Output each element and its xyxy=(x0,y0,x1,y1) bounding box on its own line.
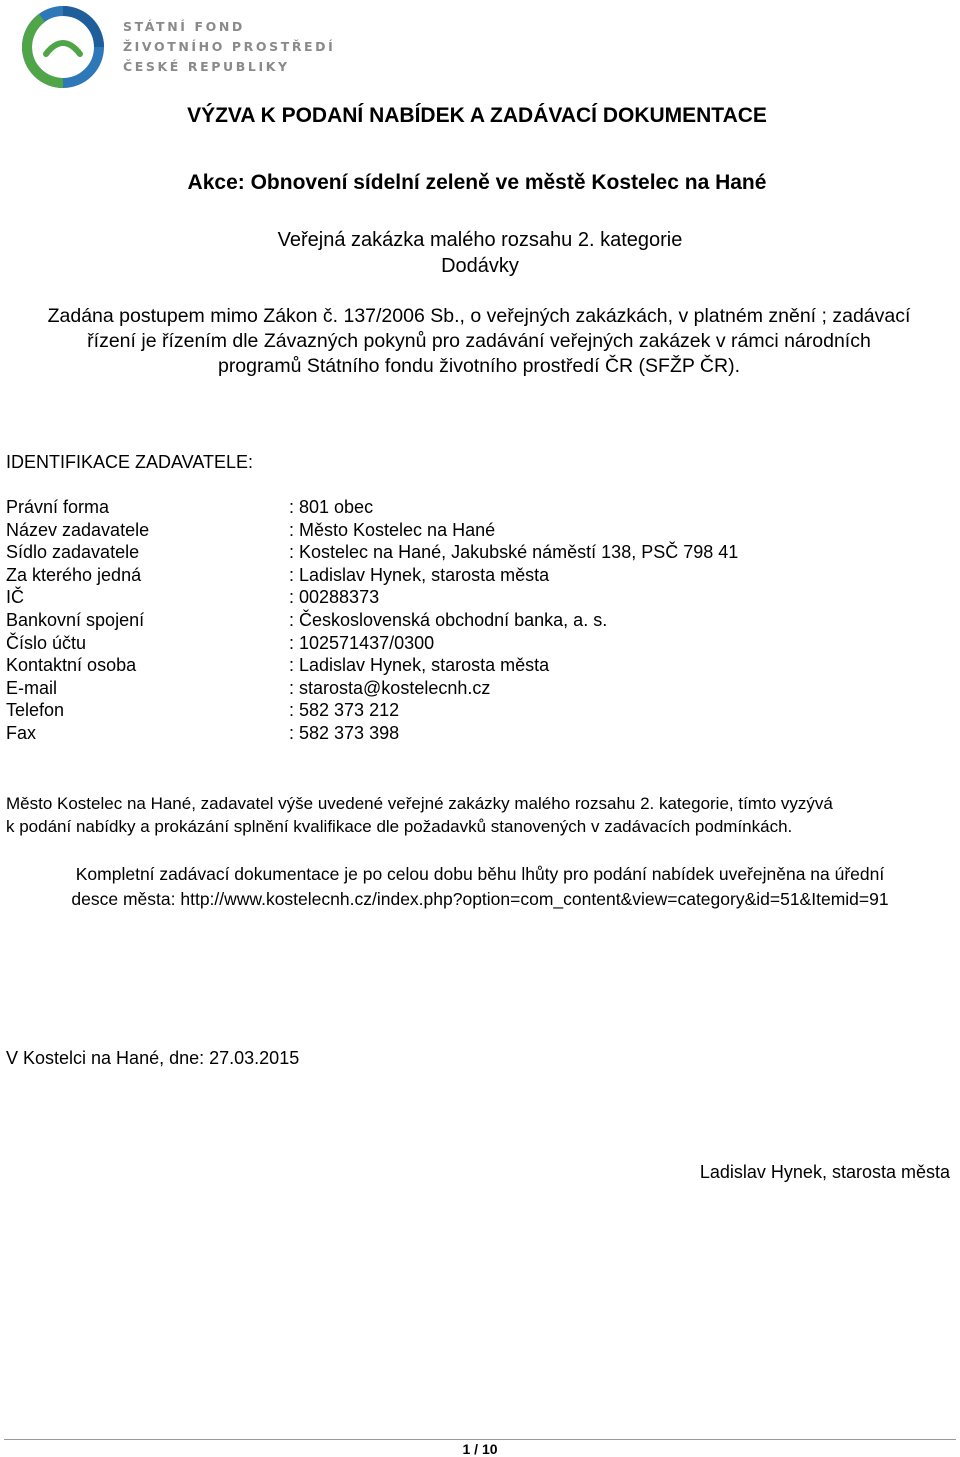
info-label: Číslo účtu xyxy=(6,633,87,653)
intro-line-1: Zadána postupem mimo Zákon č. 137/2006 Sb., o veřejných zakázkách, v platném znění ; zadávací xyxy=(47,305,911,327)
info-value: : 00288373 xyxy=(289,587,380,607)
intro-line-2: řízení je řízením dle Závazných pokynů pro zadávání veřejných zakázek v rámci národních xyxy=(87,330,871,352)
documentation-line-2: desce města: http://www.kostelecnh.cz/index.php?option=com_content&view=category&id=51&Itemid=91 xyxy=(71,889,889,909)
info-row-phone xyxy=(6,700,946,722)
sfzp-emblem-icon xyxy=(22,6,104,88)
info-row-account xyxy=(6,633,946,655)
info-row-fax xyxy=(6,723,946,745)
sfzp-logo xyxy=(22,6,336,88)
date-line: V Kostelci na Hané, dne: 27.03.2015 xyxy=(6,1048,300,1068)
signature: Ladislav Hynek, starosta města xyxy=(699,1162,950,1182)
info-label: Za kterého jedná xyxy=(6,565,142,585)
identification-heading: IDENTIFIKACE ZADAVATELE: xyxy=(6,452,254,472)
document-title: VÝZVA K PODANÍ NABÍDEK A ZADÁVACÍ DOKUMENTACE xyxy=(187,104,767,127)
info-value: : Město Kostelec na Hané xyxy=(289,520,496,540)
info-value: : Československá obchodní banka, a. s. xyxy=(289,610,608,630)
info-value: : starosta@kostelecnh.cz xyxy=(289,678,491,698)
info-value: : Ladislav Hynek, starosta města xyxy=(289,655,550,675)
info-row-name xyxy=(6,520,946,542)
contract-category: Dodávky xyxy=(441,255,519,277)
contract-type: Veřejná zakázka malého rozsahu 2. kategorie xyxy=(277,229,683,251)
info-row-representative xyxy=(6,565,946,587)
invitation-line-1: Město Kostelec na Hané, zadavatel výše uvedené veřejné zakázky malého rozsahu 2. kategorie, tímto vyzývá xyxy=(6,794,833,813)
logo-text-line3: ČESKÉ REPUBLIKY xyxy=(123,59,290,74)
info-value: : 582 373 212 xyxy=(289,700,400,720)
info-label: Bankovní spojení xyxy=(6,610,145,630)
logo-text-line1: STÁTNÍ FOND xyxy=(123,19,245,34)
footer-divider xyxy=(4,1439,956,1440)
info-label: Právní forma xyxy=(6,497,110,517)
info-value: : 801 obec xyxy=(289,497,374,517)
info-row-legal-form xyxy=(6,497,946,519)
info-label: Název zadavatele xyxy=(6,520,150,540)
info-row-bank xyxy=(6,610,946,632)
info-label: Fax xyxy=(6,723,37,743)
info-row-email xyxy=(6,678,946,700)
info-label: Telefon xyxy=(6,700,65,720)
info-label: Kontaktní osoba xyxy=(6,655,137,675)
info-row-ic xyxy=(6,587,946,609)
info-value: : Kostelec na Hané, Jakubské náměstí 138, PSČ 798 41 xyxy=(289,542,739,562)
info-value: : Ladislav Hynek, starosta města xyxy=(289,565,550,585)
logo-text-line2: ŽIVOTNÍHO PROSTŘEDÍ xyxy=(123,39,336,54)
info-row-seat xyxy=(6,542,946,564)
info-value: : 582 373 398 xyxy=(289,723,400,743)
invitation-line-2: k podání nabídky a prokázání splnění kvalifikace dle požadavků stanovených v zadávacích podmínkách. xyxy=(6,817,793,836)
info-label: Sídlo zadavatele xyxy=(6,542,140,562)
info-row-contact xyxy=(6,655,946,677)
page-number: 1 / 10 xyxy=(462,1441,498,1457)
info-label: IČ xyxy=(6,587,24,607)
intro-line-3: programů Státního fondu životního prostředí ČR (SFŽP ČR). xyxy=(217,355,741,377)
documentation-line-1: Kompletní zadávací dokumentace je po celou dobu běhu lhůty pro podání nabídek uveřejněna na úřední xyxy=(75,864,885,884)
info-label: E-mail xyxy=(6,678,58,698)
action-subtitle: Akce: Obnovení sídelní zeleně ve městě Kostelec na Hané xyxy=(187,171,767,194)
info-value: : 102571437/0300 xyxy=(289,633,435,653)
